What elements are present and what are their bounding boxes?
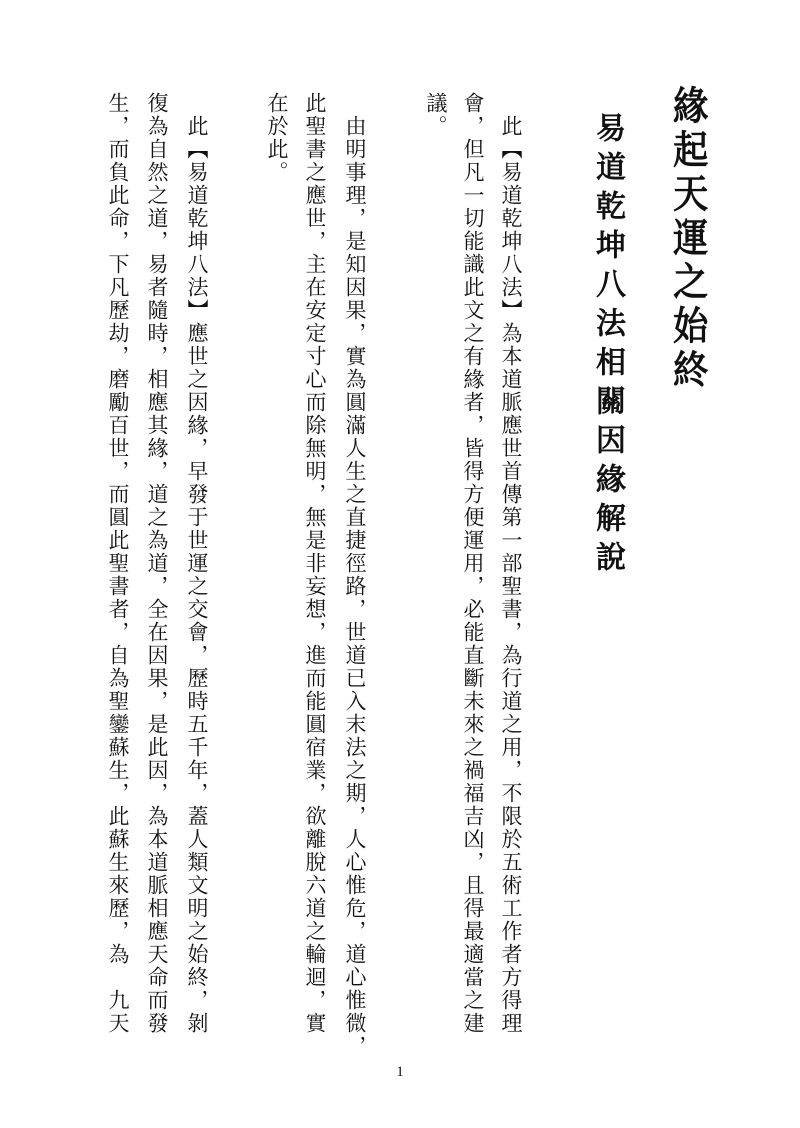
paragraph-3-line-2: 復為自然之道，易者隨時，相應其緣，道之為道，全在因果，是此因，為本道脈相應天命而發 [145,92,169,1035]
page-number: 1 [396,1064,404,1080]
paragraph-2-line-3: 在於此。 [265,92,289,184]
paragraph-1-line-3: 議。 [424,92,448,138]
page-title: 緣起天運之始終 [667,85,709,393]
paragraph-1-line-1: 此【易道乾坤八法】為本道脈應世首傳第一部聖書，為行道之用，不限於五術工作者方得理 [499,115,523,1035]
paragraph-3-line-1: 此【易道乾坤八法】應世之因緣，早發于世運之交會，歷時五千年，蓋人類文明之始終，剝 [185,115,209,1035]
paragraph-1-line-2: 會，但凡一切能識此文之有緣者，皆得方便運用，必能直斷未來之禍福吉凶，且得最適當之建 [461,92,485,1035]
paragraph-2-line-1: 由明事理，是知因果，實為圓滿人生之直捷徑路，世道已入末法之期，人心惟危，道心惟微， [343,115,367,1058]
paragraph-3-line-3: 生，而負此命，下凡歷劫，磨勵百世，而圓此聖書者，自為聖鑾蘇生，此蘇生來歷，為 九天 [106,92,130,1035]
paragraph-2-line-2: 此聖書之應世，主在安定寸心而除無明，無是非妄想，進而能圓宿業，欲離脫六道之輪迴，實 [303,92,327,1035]
page-subtitle: 易道乾坤八法相關因緣解說 [590,112,625,580]
